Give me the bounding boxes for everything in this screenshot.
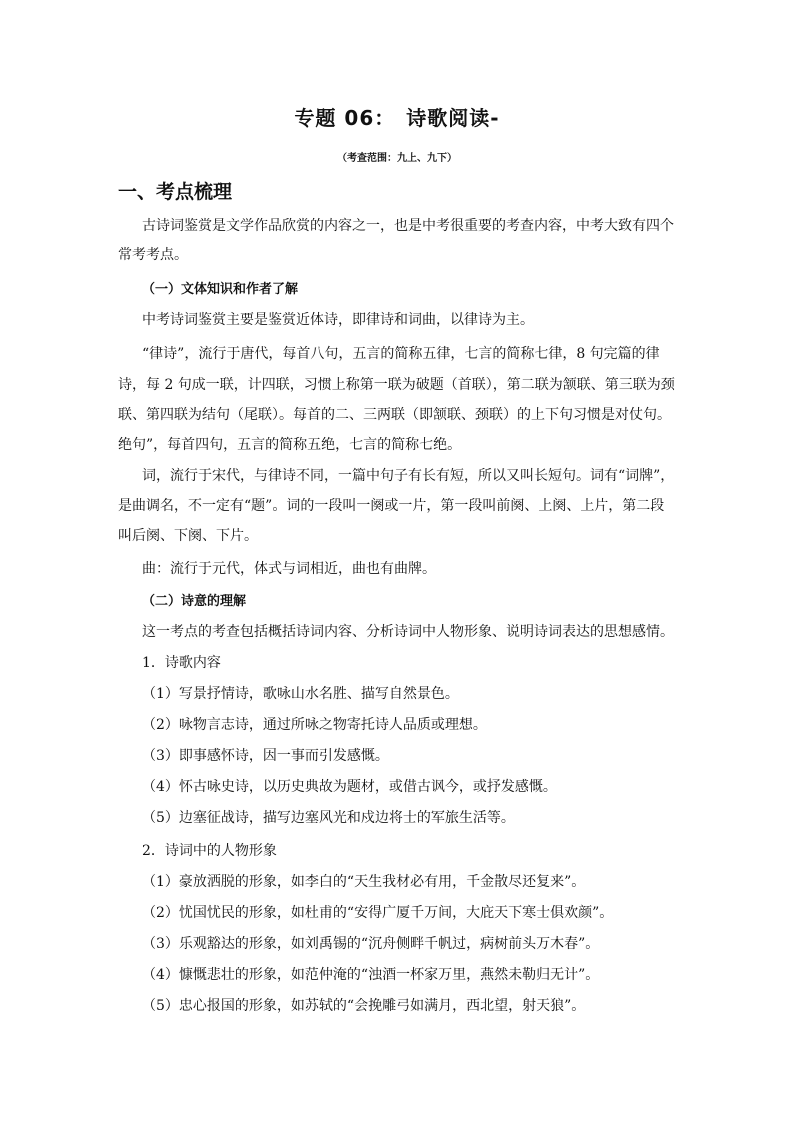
- document-title: 专题 06： 诗歌阅读-: [294, 106, 500, 130]
- paragraph-line: 联、第四联为结句（尾联）。每首的二、三两联（即颔联、颈联）的上下句习惯是对仗句。: [118, 407, 671, 423]
- section-heading-1: 一、考点梳理: [118, 181, 233, 203]
- list-item: （5）边塞征战诗，描写边塞风光和戍边将士的军旅生活等。: [142, 810, 515, 826]
- list-item: （4）怀古咏史诗，以历史典故为题材，或借古讽今，或抒发感慨。: [142, 779, 557, 795]
- list-item: （1）豪放洒脱的形象，如李白的“天生我材必有用，千金散尽还复来”。: [142, 874, 586, 890]
- list-item: （5）忠心报国的形象，如苏轼的“会挽雕弓如满月，西北望，射天狼”。: [142, 998, 586, 1014]
- subsection-heading-2: （二）诗意的理解: [142, 594, 247, 609]
- paragraph-line: 曲：流行于元代，体式与词相近，曲也有曲牌。: [142, 561, 436, 577]
- list-item: （3）即事感怀诗，因一事而引发感慨。: [142, 748, 389, 764]
- list-item: （1）写景抒情诗，歌咏山水名胜、描写自然景色。: [142, 686, 459, 702]
- paragraph-line: 中考诗词鉴赏主要是鉴赏近体诗，即律诗和词曲，以律诗为主。: [142, 312, 534, 328]
- paragraph-line: 是曲调名，不一定有“题”。词的一段叫一阕或一片，第一段叫前阕、上阕、上片，第二段: [118, 498, 665, 514]
- paragraph-line: 绝句”，每首四句，五言的简称五绝，七言的简称七绝。: [118, 437, 462, 453]
- paragraph-line: 词，流行于宋代，与律诗不同，一篇中句子有长有短，所以又叫长短句。词有“词牌”，: [142, 468, 675, 484]
- paragraph-line: 古诗词鉴赏是文学作品欣赏的内容之一，也是中考很重要的考查内容，中考大致有四个: [142, 218, 674, 234]
- list-item: （2）咏物言志诗，通过所咏之物寄托诗人品质或理想。: [142, 717, 487, 733]
- subsection-heading-1: （一）文体知识和作者了解: [142, 282, 299, 297]
- paragraph-line: 这一考点的考查包括概括诗词内容、分析诗词中人物形象、说明诗词表达的思想感情。: [142, 624, 674, 640]
- paragraph-line: 诗，每 2 句成一联，计四联，习惯上称第一联为破题（首联），第二联为颔联、第三联为颈: [118, 377, 675, 393]
- paragraph-line: 叫后阕、下阕、下片。: [118, 528, 258, 544]
- paragraph-line: 常考考点。: [118, 247, 188, 263]
- document-subtitle: （考查范围：九上、九下）: [337, 153, 457, 164]
- list-item: （3）乐观豁达的形象，如刘禹锡的“沉舟侧畔千帆过，病树前头万木春”。: [142, 936, 600, 952]
- point-heading-2: 2．诗词中的人物形象: [142, 843, 277, 859]
- paragraph-line: “律诗”，流行于唐代，每首八句，五言的简称五律，七言的简称七律，8 句完篇的律: [142, 346, 660, 362]
- list-item: （4）慷慨悲壮的形象，如范仲淹的“浊酒一杯家万里，燕然未勒归无计”。: [142, 967, 600, 983]
- point-heading-1: 1．诗歌内容: [142, 655, 221, 671]
- list-item: （2）忧国忧民的形象，如杜甫的“安得广厦千万间，大庇天下寒士俱欢颜”。: [142, 905, 614, 921]
